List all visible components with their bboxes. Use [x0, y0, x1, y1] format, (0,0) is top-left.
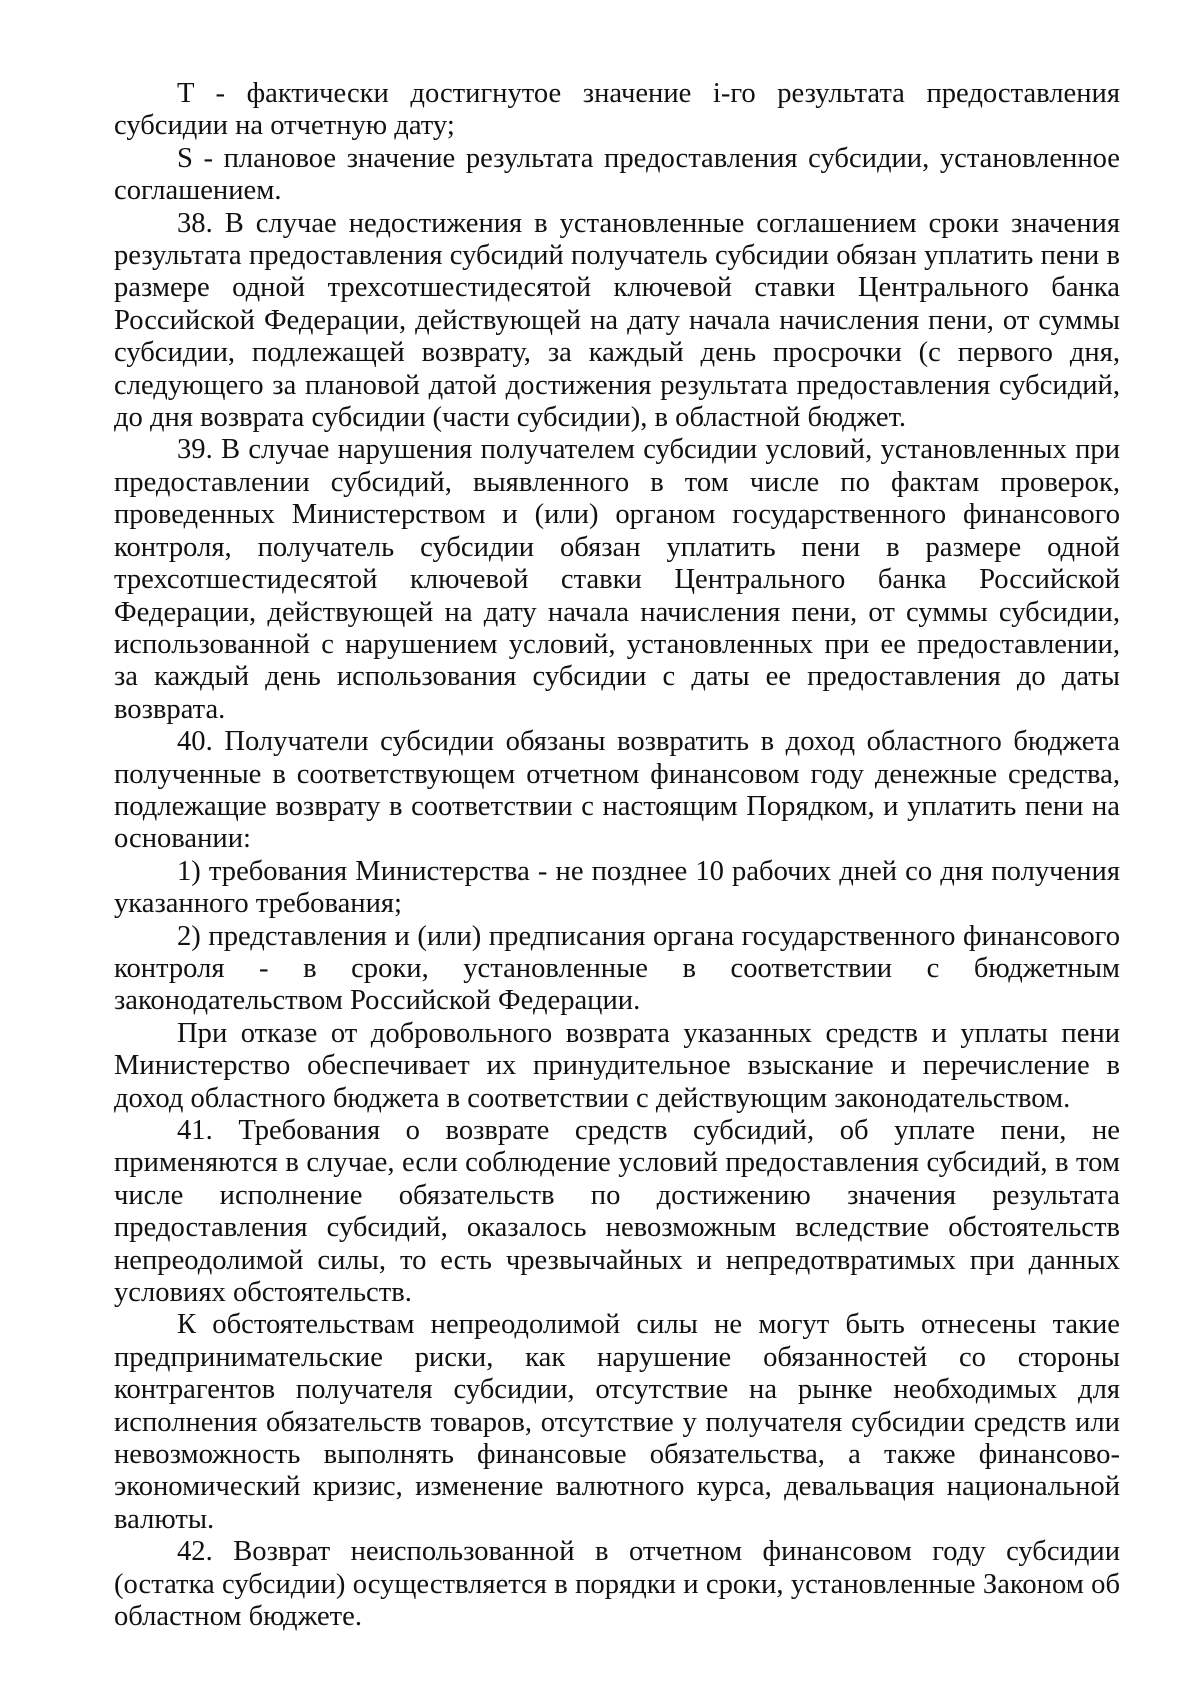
paragraph-force-majeure: К обстоятельствам непреодолимой силы не могут быть отнесены такие предпринимательские риски, как нарушение обязанностей со стороны контрагентов получателя субсидии, отсутствие на рынке необходимых для исполнения обязательств товаров, отсутствие у получателя субсидии средств или невозможность выполнять финансовые обязательства, а также финансово-экономический кризис, изменение валютного курса, девальвация национальной валюты. — [114, 1309, 1120, 1535]
paragraph-item-41: 41. Требования о возврате средств субсидий, об уплате пени, не применяются в случае, если соблюдение условий предоставления субсидий, в том числе исполнение обязательств по достижению значения результата предоставления субсидий, оказалось невозможным вследствие обстоятельств непреодолимой силы, то есть чрезвычайных и непредотвратимых при данных условиях обстоятельств. — [114, 1115, 1120, 1309]
paragraph-item-40-sub-2: 2) представления и (или) предписания органа государственного финансового контроля - в сроки, установленные в соответствии с бюджетным законодательством Российской Федерации. — [114, 920, 1120, 1017]
paragraph-t-definition: T - фактически достигнутое значение i-го результата предоставления субсидии на отчетную дату; — [114, 78, 1120, 142]
paragraph-item-42: 42. Возврат неиспользованной в отчетном финансовом году субсидии (остатка субсидии) осуществляется в порядки и сроки, установленные Законом об областном бюджете. — [114, 1536, 1120, 1633]
paragraph-s-definition: S - плановое значение результата предоставления субсидии, установленное соглашением. — [114, 142, 1120, 207]
document-body — [114, 78, 1120, 1634]
paragraph-item-40: 40. Получатели субсидии обязаны возвратить в доход областного бюджета полученные в соответствующем отчетном финансовом году денежные средства, подлежащие возврату в соответствии с настоящим Порядком, и уплатить пени на основании: — [114, 726, 1120, 855]
paragraph-refusal: При отказе от добровольного возврата указанных средств и уплаты пени Министерство обеспечивает их принудительное взыскание и перечисление в доход областного бюджета в соответствии с действующим законодательством. — [114, 1017, 1120, 1114]
paragraph-item-40-sub-1: 1) требования Министерства - не позднее 10 рабочих дней со дня получения указанного требования; — [114, 855, 1120, 920]
paragraph-item-39: 39. В случае нарушения получателем субсидии условий, установленных при предоставлении субсидий, выявленного в том числе по фактам проверок, проведенных Министерством и (или) органом государственного финансового контроля, получатель субсидии обязан уплатить пени в размере одной трехсотшестидесятой ключевой ставки Центрального банка Российской Федерации, действующей на дату начала начисления пени, от суммы субсидии, использованной с нарушением условий, установленных при ее предоставлении, за каждый день использования субсидии с даты ее предоставления до даты возврата. — [114, 434, 1120, 725]
paragraph-item-38: 38. В случае недостижения в установленные соглашением сроки значения результата предоставления субсидий получатель субсидии обязан уплатить пени в размере одной трехсотшестидесятой ключевой ставки Центрального банка Российской Федерации, действующей на дату начала начисления пени, от суммы субсидии, подлежащей возврату, за каждый день просрочки (с первого дня, следующего за плановой датой достижения результата предоставления субсидий, до дня возврата субсидии (части субсидии), в областной бюджет. — [114, 207, 1120, 434]
